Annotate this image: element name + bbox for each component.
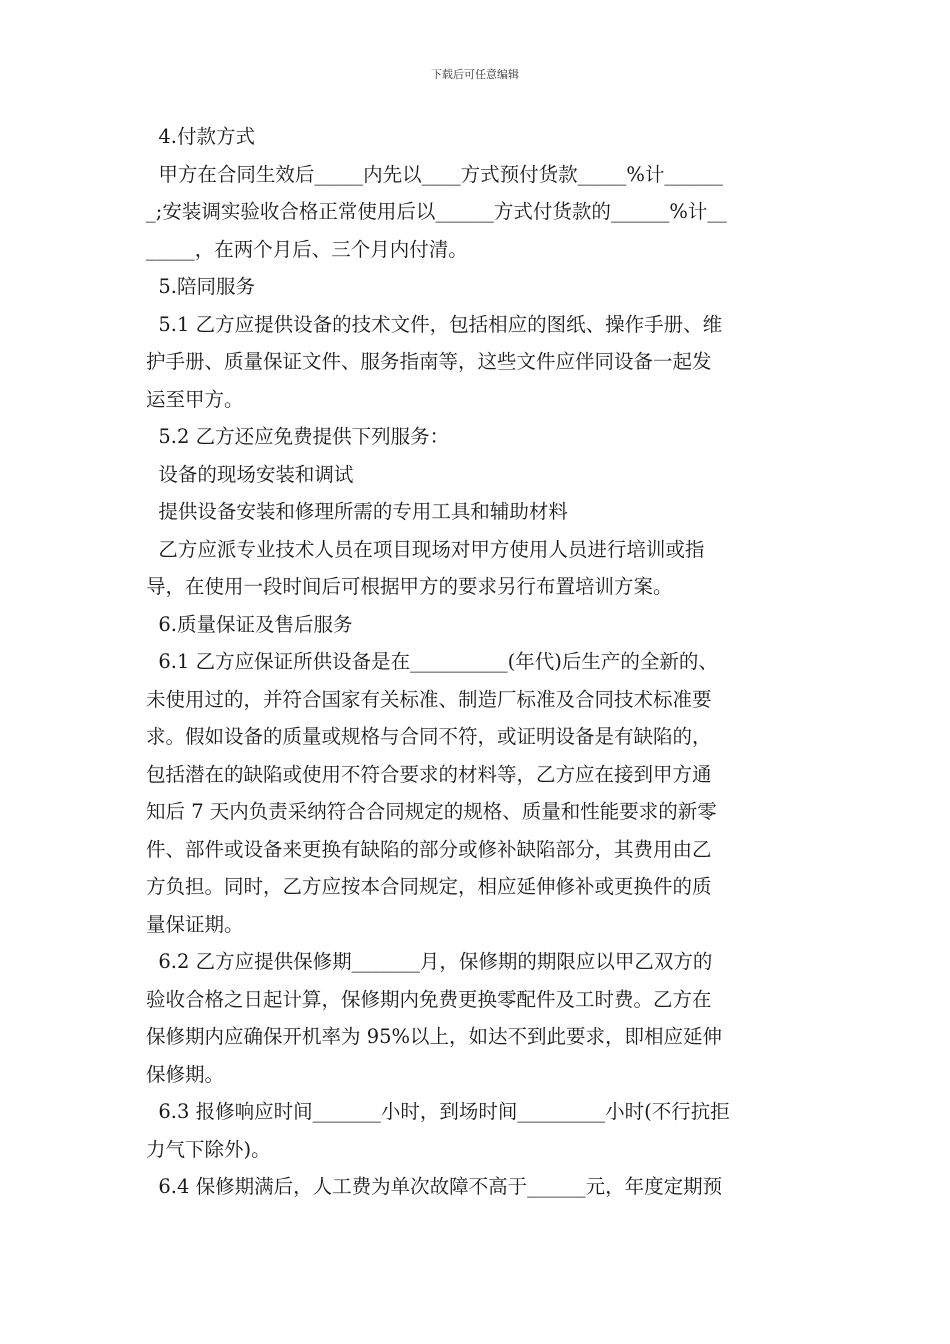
text-line: 求。假如设备的质量或规格与合同不符，或证明设备是有缺陷的， <box>146 725 712 748</box>
text-line: _____，在两个月后、三个月内付清。 <box>146 237 468 261</box>
text-line: 6.4 保修期满后，人工费为单次故障不高于______元，年度定期预 <box>146 1175 723 1198</box>
text-line: 设备的现场安装和调试 <box>146 462 354 486</box>
text-line: 运至甲方。 <box>146 387 244 411</box>
text-line: 5.2 乙方还应免费提供下列服务： <box>146 425 450 448</box>
text-line: 6.3 报修响应时间_______小时，到场时间_________小时(不行抗拒 <box>146 1100 730 1123</box>
text-line: _;安装调实验收合格正常使用后以______方式付货款的______%计__ <box>146 200 727 223</box>
text-line: 5.1 乙方应提供设备的技术文件，包括相应的图纸、操作手册、维 <box>146 312 723 336</box>
text-line: 量保证期。 <box>146 912 244 936</box>
text-line: 6.质量保证及售后服务 <box>146 612 353 636</box>
text-line: 5.陪同服务 <box>146 275 256 298</box>
text-line: 力气下除外)。 <box>146 1137 271 1161</box>
text-line: 包括潜在的缺陷或使用不符合要求的材料等，乙方应在接到甲方通 <box>146 762 712 786</box>
text-line: 乙方应派专业技术人员在项目现场对甲方使用人员进行培训或指 <box>146 537 705 561</box>
text-line: 6.1 乙方应保证所供设备是在__________(年代)后生产的全新的、 <box>146 650 718 673</box>
text-line: 护手册、质量保证文件、服务指南等，这些文件应伴同设备一起发 <box>146 350 712 373</box>
document-body <box>146 118 806 1206</box>
text-line: 验收合格之日起计算，保修期内免费更换零配件及工时费。乙方在 <box>146 987 712 1011</box>
text-line: 导，在使用一段时间后可根据甲方的要求另行布置培训方案。 <box>146 575 673 598</box>
text-line: 6.2 乙方应提供保修期_______月，保修期的期限应以甲乙双方的 <box>146 950 713 973</box>
text-line: 保修期内应确保开机率为 95%以上，如达不到此要求，即相应延伸 <box>146 1025 723 1048</box>
page-header: 下载后可任意编辑 <box>431 68 519 81</box>
text-line: 4.付款方式 <box>146 125 256 148</box>
text-line: 件、部件或设备来更换有缺陷的部分或修补缺陷部分，其费用由乙 <box>146 837 712 861</box>
text-line: 方负担。同时，乙方应按本合同规定，相应延伸修补或更换件的质 <box>146 875 712 898</box>
text-line: 提供设备安装和修理所需的专用工具和辅助材料 <box>146 500 568 523</box>
text-line: 知后 7 天内负责采纳符合合同规定的规格、质量和性能要求的新零 <box>146 800 717 823</box>
text-line: 保修期。 <box>146 1062 225 1086</box>
text-line: 未使用过的，并符合国家有关标准、制造厂标准及合同技术标准要 <box>146 687 712 711</box>
text-line: 甲方在合同生效后_____内先以____方式预付货款_____%计______ <box>146 162 723 186</box>
